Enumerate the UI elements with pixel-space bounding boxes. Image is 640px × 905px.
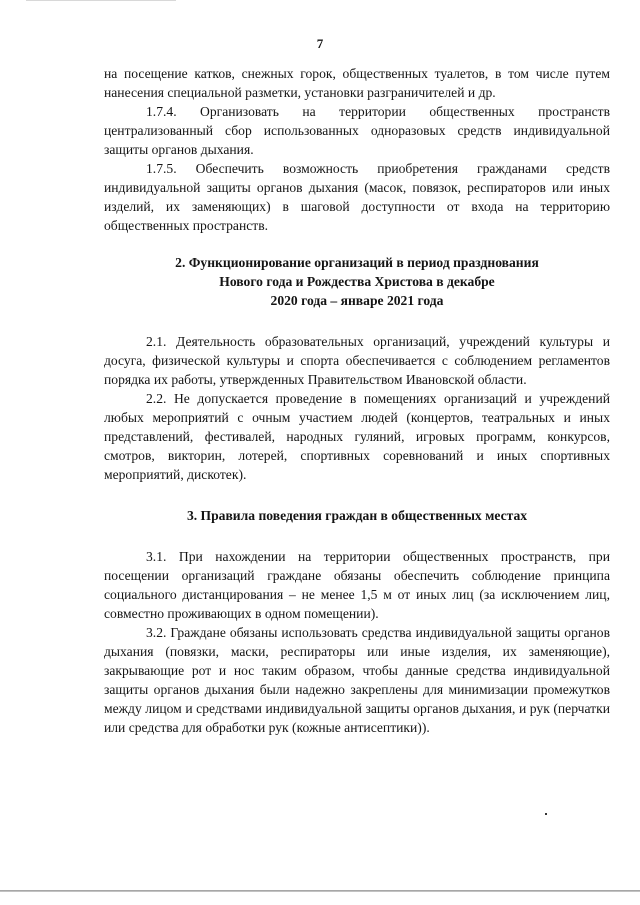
scan-edge-line (26, 0, 176, 1)
paragraph-2-1: 2.1. Деятельность образовательных организаций, учреждений культуры и досуга, физической культуры и спорта обеспечивается с соблюдением регламентов порядка их работы, утвержденных Правительством Ивановской области. (104, 334, 610, 387)
paragraph-1-7-5: 1.7.5. Обеспечить возможность приобретения гражданами средств индивидуальной защиты органов дыхания (масок, повязок, респираторов или иных изделий, их заменяющих) в шаговой доступности от входа на территорию общественных пространств. (104, 161, 610, 233)
section-2-heading (104, 253, 610, 310)
paragraph-continuation: на посещение катков, снежных горок, общественных туалетов, в том числе путем нанесения специальной разметки, установки разграничителей и др. (104, 66, 610, 100)
paragraph-2-2: 2.2. Не допускается проведение в помещениях организаций и учреждений любых мероприятий с очным участием людей (концертов, театральных и иных представлений, фестивалей, народных гуляний, игровых программ, конкурсов, смотров, викторин, лотерей, спортивных соревнований и иных спортивных мероприятий, дискотек). (104, 391, 610, 482)
section-heading-line: 2020 года – январе 2021 года (270, 293, 444, 308)
scan-bottom-edge (0, 890, 640, 892)
page-number: 7 (316, 36, 324, 51)
paragraph-3-2: 3.2. Граждане обязаны использовать средства индивидуальной защиты органов дыхания (повязки, маски, респираторы или иные изделия, их заменяющие), закрывающие рот и нос таким образом, чтобы данные средства индивидуальной защиты органов дыхания были надежно закреплены для минимизации промежутков между лицом и средствами индивидуальной защиты органов дыхания, и рук (перчатки или средства для обработки рук (кожные антисептики)). (104, 625, 610, 735)
paragraph-3-1: 3.1. При нахождении на территории общественных пространств, при посещении организаций граждане обязаны обеспечить соблюдение принципа социального дистанцирования – не менее 1,5 м от иных лиц (за исключением лиц, совместно проживающих в одном помещении). (104, 549, 610, 621)
document-body (104, 64, 610, 737)
section-3-heading: 3. Правила поведения граждан в общественных местах (186, 508, 528, 523)
scan-speck (545, 813, 547, 815)
section-heading-line: 2. Функционирование организаций в период празднования (175, 255, 539, 270)
section-heading-line: Нового года и Рождества Христова в декабре (219, 274, 495, 289)
paragraph-1-7-4: 1.7.4. Организовать на территории общественных пространств централизованный сбор использованных одноразовых средств индивидуальной защиты органов дыхания. (104, 104, 610, 157)
